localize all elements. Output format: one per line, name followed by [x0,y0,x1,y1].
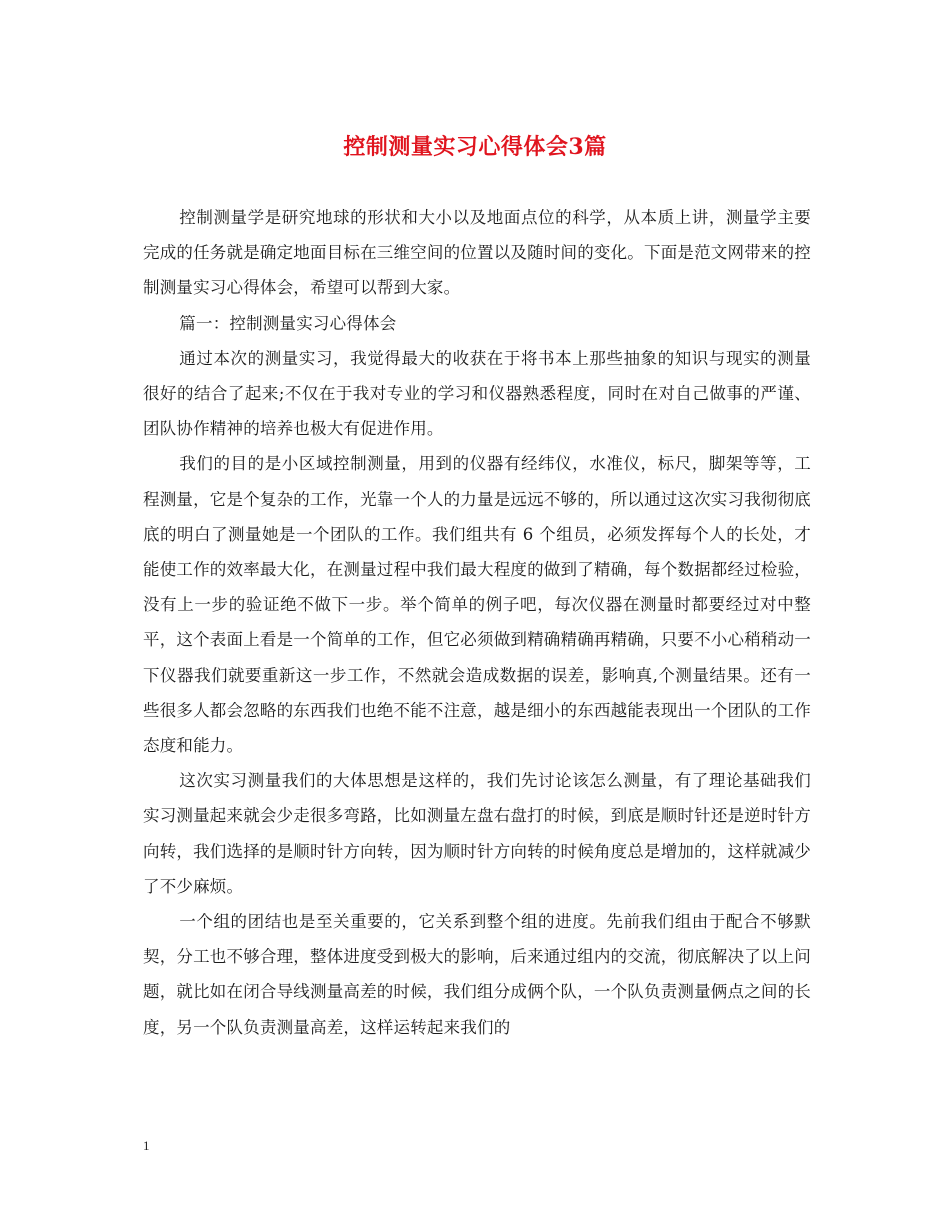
paragraph: 这次实习测量我们的大体思想是这样的，我们先讨论该怎么测量，有了理论基础我们实习测量起来就会少走很多弯路，比如测量左盘右盘打的时候，到底是顺时针还是逆时针方向转，我们选择的是顺时针方向转，因为顺时针方向转的时候角度总是增加的，这样就减少了不少麻烦。 [143,771,811,896]
paragraph: 通过本次的测量实习，我觉得最大的收获在于将书本上那些抽象的知识与现实的测量很好的结合了起来;不仅在于我对专业的学习和仪器熟悉程度，同时在对自己做事的严谨、团队协作精神的培养也极大有促进作用。 [143,348,811,439]
paragraph-intro: 控制测量学是研究地球的形状和大小以及地面点位的科学，从本质上讲，测量学主要完成的任务就是确定地面目标在三维空间的位置以及随时间的变化。下面是范文网带来的控制测量实习心得体会，希望可以帮到大家。 [143,208,811,298]
document-body [143,200,811,1045]
paragraph: 一个组的团结也是至关重要的，它关系到整个组的进度。先前我们组由于配合不够默契，分工也不够合理，整体进度受到极大的影响，后来通过组内的交流，彻底解决了以上问题，就比如在闭合导线测量高差的时候，我们组分成俩个队，一个队负责测量俩点之间的长度，另一个队负责测量高差，这样运转起来我们的 [143,912,811,1037]
paragraph: 我们的目的是小区域控制测量，用到的仪器有经纬仪，水准仪，标尺，脚架等等，工程测量，它是个复杂的工作，光靠一个人的力量是远远不够的，所以通过这次实习我彻彻底底的明白了测量她是一个团队的工作。我们组共有 6 个组员，必须发挥每个人的长处，才能使工作的效率最大化，在测量过程中我们最大程度的做到了精确，每个数据都经过检验，没有上一步的验证绝不做下一步。举个简单的例子吧，每次仪器在测量时都要经过对中整平，这个表面上看是一个简单的工作，但它必须做到精确精确再精确，只要不小心稍稍动一下仪器我们就要重新这一步工作，不然就会造成数据的误差，影响真,个测量结果。还有一些很多人都会忽略的东西我们也绝不能不注意，越是细小的东西越能表现出一个团队的工作态度和能力。 [143,454,811,756]
document-title: 控制测量实习心得体会3篇 [343,134,607,160]
page-number: 1 [143,1138,150,1153]
section-heading: 篇一：控制测量实习心得体会 [179,313,397,333]
